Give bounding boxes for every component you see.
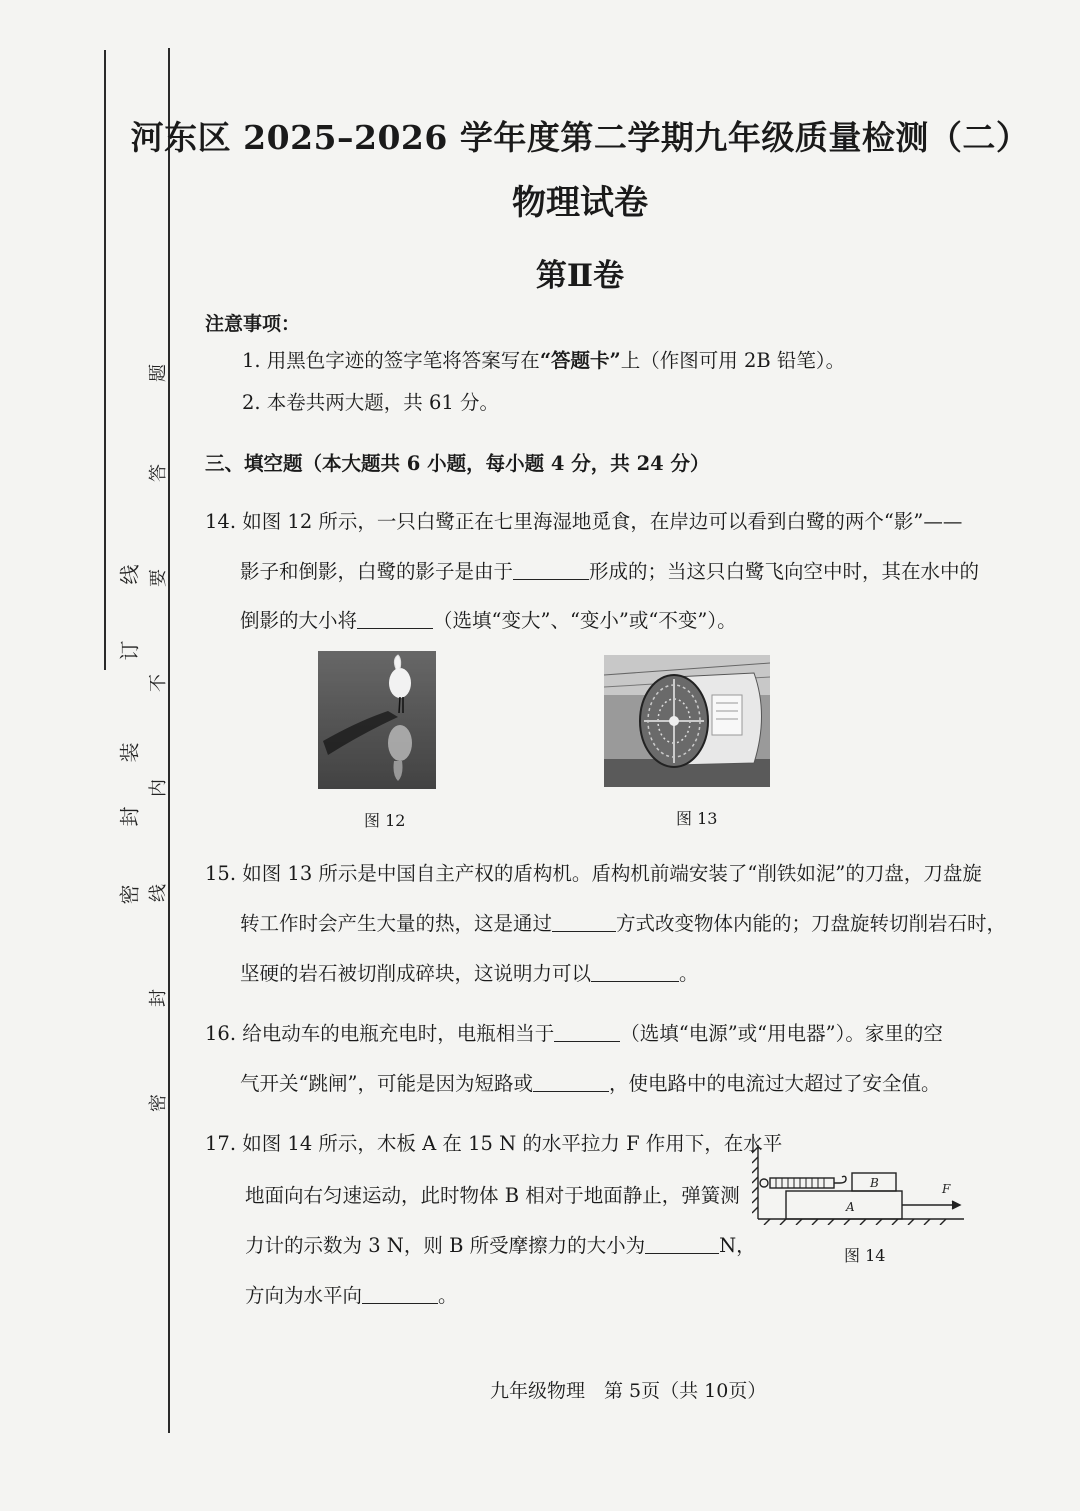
q16-line-1-pre: 16. 给电动车的电瓶充电时，电瓶相当于 [205,1022,555,1045]
q15-blank-2[interactable] [591,962,679,983]
figure-12-egret-photo [318,651,436,789]
q14-line-1: 14. 如图 12 所示，一只白鹭正在七里海湿地觅食，在岸边可以看到白鹭的两个“影”—— [205,510,963,533]
binding-seal-line-label: 线 [117,564,142,585]
notice-item-2: 2. 本卷共两大题，共 61 分。 [242,391,500,414]
notice-item-1-pre: 1. 用黑色字迹的签字笔将答案写在 [242,349,540,372]
q15-line-3-pre: 坚硬的岩石被切削成碎块，这说明力可以 [240,962,592,985]
inner-label-3: 不 [148,674,169,692]
q17-line-1: 17. 如图 14 所示，木板 A 在 15 N 的水平拉力 F 作用下，在水平 [205,1132,783,1155]
q16-line-2-pre: 气开关“跳闸”，可能是因为短路或 [240,1072,533,1095]
q16-blank-2[interactable] [533,1072,609,1093]
subject-title: 物理试卷 [512,183,648,223]
q16-line-1-post: （选填“电源”或“用电器”）。家里的空 [620,1022,943,1045]
q14-line-2-post: 形成的；当这只白鹭飞向空中时，其在水中的 [589,560,980,583]
binding-seal-bind-label: 装 [117,742,142,763]
q14-line-2 [240,556,979,584]
binding-seal-order-label: 订 [117,640,142,661]
spring-scale-diagram [752,1145,970,1225]
label-a: A [846,1200,855,1214]
q17-blank-2[interactable] [362,1284,438,1305]
q14-line-3-post: （选填“变大”、“变小”或“不变”）。 [433,609,737,632]
volume-title: 第Ⅱ卷 [535,258,625,294]
q14-blank-2[interactable] [357,609,433,630]
board-a [786,1191,902,1219]
figure-13-caption: 图 13 [676,809,718,828]
q14-blank-1[interactable] [513,560,589,581]
q15-line-3 [240,958,699,986]
q16-line-1 [205,1018,943,1046]
tbm-photo-image [604,655,770,787]
q17-line-2: 地面向右匀速运动，此时物体 B 相对于地面静止，弹簧测 [245,1184,740,1207]
label-b: B [870,1176,879,1190]
page-footer: 九年级物理 第 5页（共 10页） [490,1380,767,1402]
notice-heading: 注意事项： [205,313,301,335]
q15-line-2 [240,908,1006,936]
q17-blank-1[interactable] [645,1234,719,1255]
binding-seal-seal-label: 封 [117,806,142,827]
q17-line-4-post: 。 [438,1284,458,1307]
q16-blank-1[interactable] [554,1022,620,1043]
q17-line-4 [245,1280,458,1308]
q14-line-2-pre: 影子和倒影，白鹭的影子是由于 [240,560,514,583]
q17-line-4-pre: 方向为水平向 [245,1284,363,1307]
inner-label-6: 封 [148,989,169,1007]
figure-14-diagram [752,1145,970,1225]
q15-line-1: 15. 如图 13 所示是中国自主产权的盾构机。盾构机前端安装了“削铁如泥”的刀盘，刀盘旋 [205,862,982,885]
label-f: F [942,1182,951,1196]
spring-anchor [760,1179,768,1187]
notice-item-1-bold: “答题卡” [539,349,621,372]
figure-14-caption: 图 14 [844,1246,886,1265]
q14-line-3-pre: 倒影的大小将 [240,609,358,632]
exam-title: 河东区 2025–2026 学年度第二学期九年级质量检测（二） [130,118,1030,157]
figure-12-caption: 图 12 [364,811,406,830]
inner-label-4: 内 [148,779,169,797]
q16-line-2-post: ，使电路中的电流过大超过了安全值。 [608,1072,941,1095]
inner-label-5: 线 [148,884,169,902]
inner-label-2: 要 [148,569,169,587]
q17-line-3-post: N， [719,1234,756,1257]
inner-label-7: 密 [148,1094,169,1112]
figure-13-tbm-photo [604,655,770,787]
spring-hook [834,1176,846,1183]
q15-blank-1[interactable] [552,912,616,933]
q16-line-2 [240,1068,940,1096]
egret-photo-image [318,651,436,789]
section-3-heading: 三、填空题（本大题共 6 小题，每小题 4 分，共 24 分） [205,452,710,475]
q17-line-3-pre: 力计的示数为 3 N，则 B 所受摩擦力的大小为 [245,1234,646,1257]
notice-item-1-post: 上（作图可用 2B 铅笔）。 [620,349,846,372]
inner-label-1: 答 [148,464,169,482]
inner-label-0: 题 [148,364,169,382]
q15-line-3-post: 。 [679,962,699,985]
q17-line-3 [245,1230,756,1258]
q14-line-3 [240,605,737,633]
binding-seal-secret-label: 密 [117,884,142,905]
q15-line-2-pre: 转工作时会产生大量的热，这是通过 [240,912,553,935]
q15-line-2-post: 方式改变物体内能的；刀盘旋转切削岩石时， [616,912,1007,935]
notice-item-1 [242,345,845,373]
